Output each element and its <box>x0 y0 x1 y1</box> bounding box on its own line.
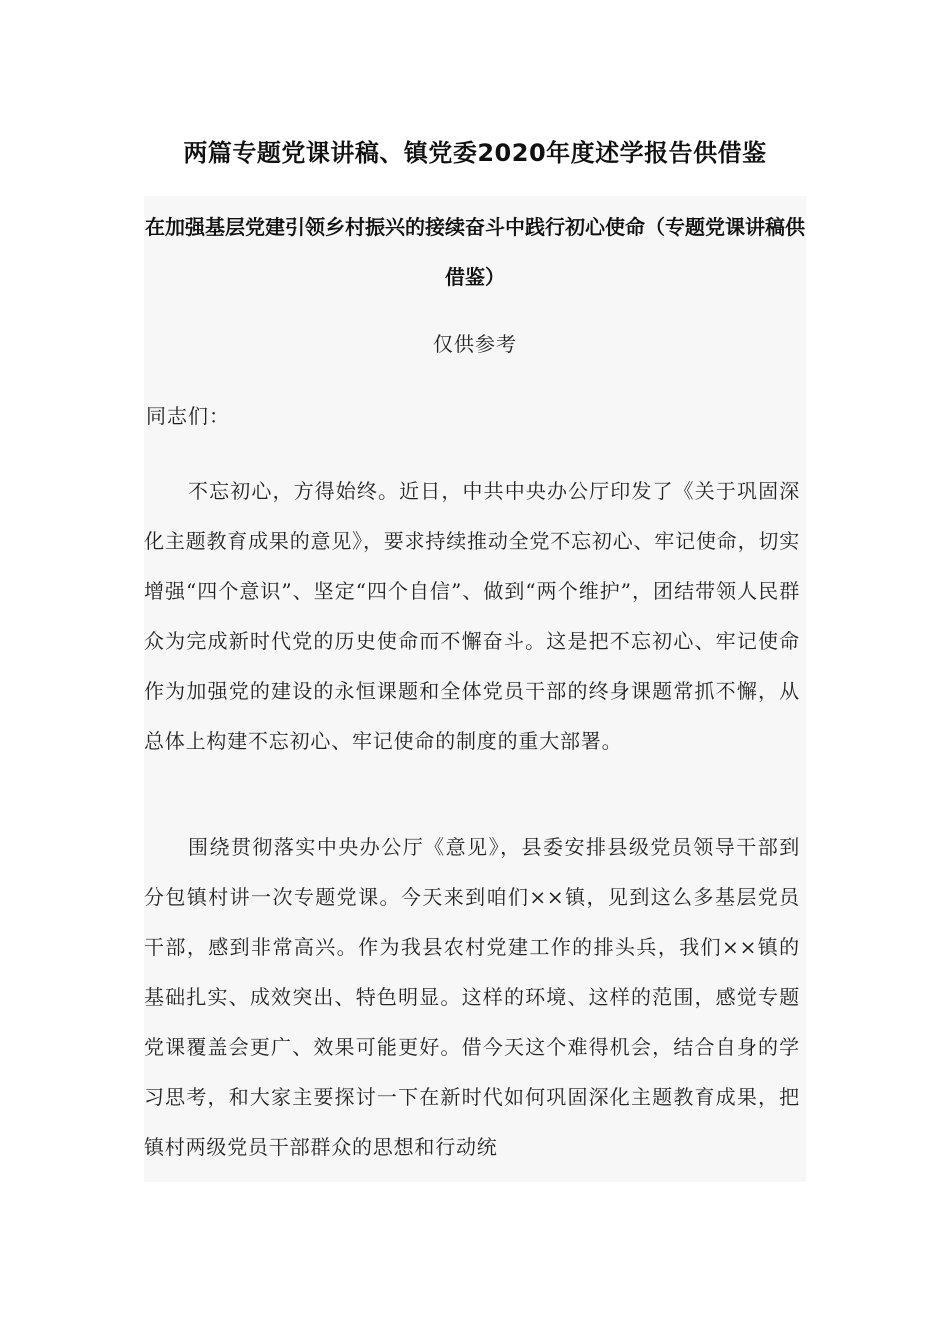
salutation: 同志们： <box>146 404 230 428</box>
document-subtitle: 在加强基层党建引领乡村振兴的接续奋斗中践行初心使命（专题党课讲稿供借鉴） <box>145 215 805 289</box>
document-title: 两篇专题党课讲稿、镇党委2020年度述学报告供借鉴 <box>183 139 767 167</box>
body-paragraph-1: 不忘初心，方得始终。近日，中共中央办公厅印发了《关于巩固深化主题教育成果的意见》，要求持续推动全党不忘初心、牢记使命，切实增强“四个意识”、坚定“四个自信”、做到“两个维护”，团结带领人民群众为完成新时代党的历史使命而不懈奋斗。这是把不忘初心、牢记使命作为加强党的建设的永恒课题和全体党员干部的终身课题常抓不懈，从总体上构建不忘初心、牢记使命的制度的重大部署。 <box>144 479 800 753</box>
document-body <box>144 196 806 1182</box>
body-paragraph-2: 围绕贯彻落实中央办公厅《意见》，县委安排县级党员领导干部到分包镇村讲一次专题党课。今天来到咱们××镇，见到这么多基层党员干部，感到非常高兴。作为我县农村党建工作的排头兵，我们××镇的基础扎实、成效突出、特色明显。这样的环境、这样的范围，感觉专题党课覆盖会更广、效果可能更好。借今天这个难得机会，结合自身的学习思考，和大家主要探讨一下在新时代如何巩固深化主题教育成果，把镇村两级党员干部群众的思想和行动统 <box>144 835 800 1159</box>
reference-note: 仅供参考 <box>433 332 517 356</box>
